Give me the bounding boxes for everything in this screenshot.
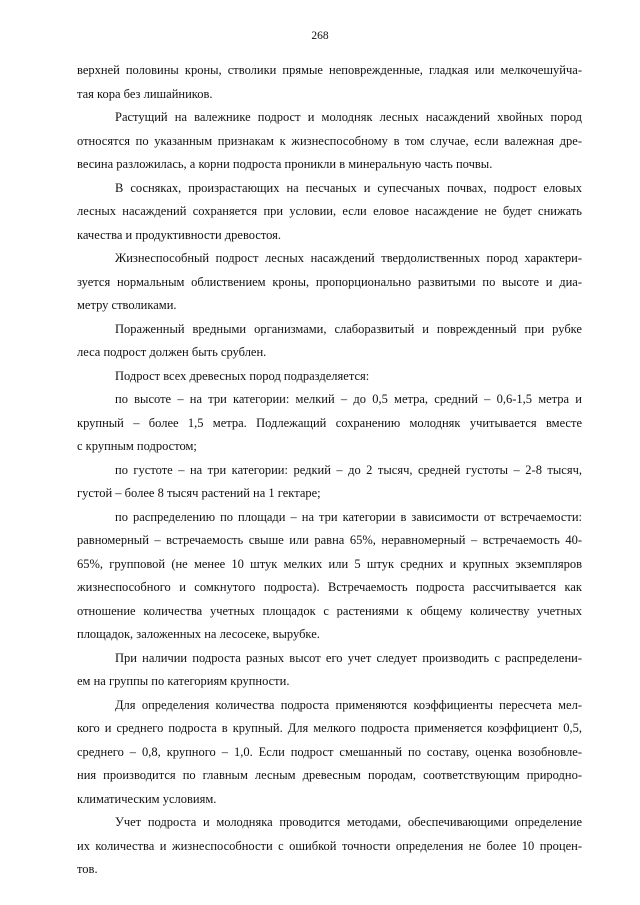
text-line: Для определения количества подроста применяются коэффициенты пересчета мел- — [115, 697, 582, 712]
text-line: 65%, групповой (не менее 10 штук мелких или 5 штук средних и крупных экземпляров — [77, 556, 582, 571]
text-line: их количества и жизнеспособности с ошибкой точности определения не более 10 процен- — [77, 838, 582, 853]
text-line: лесных насаждений сохраняется при условии, если еловое насаждение не будет снижать — [77, 204, 582, 218]
text-line: Подрост всех древесных пород подразделяется: — [115, 368, 370, 383]
text-line: леса подрост должен быть срублен. — [77, 345, 267, 359]
text-line: площадок, заложенных на лесосеке, вырубке. — [77, 627, 320, 641]
text-line: климатическим условиям. — [77, 791, 217, 806]
text-line: ния производится по главным лесным древесным породам, соответствующим природно- — [77, 768, 582, 782]
text-line: отношение количества учетных площадок с растениями к общему количеству учетных — [77, 603, 582, 618]
text-line: качества и продуктивности древостоя. — [77, 227, 282, 242]
text-line: ем на группы по категориям крупности. — [77, 674, 290, 688]
text-line: с крупным подростом; — [77, 439, 197, 453]
text-line: жизнеспособного и сомкнутого подроста). Встречаемость подроста рассчитывается как — [77, 580, 582, 594]
body-text — [77, 59, 582, 882]
text-line: по густоте – на три категории: редкий – до 2 тысяч, средней густоты – 2-8 тысяч, — [115, 462, 582, 477]
text-line: крупный – более 1,5 метра. Подлежащий сохранению молодняк учитывается вместе — [77, 415, 582, 430]
text-line: кого и среднего подроста в крупный. Для мелкого подроста применяется коэффициент 0,5, — [77, 721, 582, 735]
text-line: Учет подроста и молодняка проводится методами, обеспечивающими определение — [115, 815, 582, 829]
text-line: Пораженный вредными организмами, слаборазвитый и поврежденный при рубке — [115, 321, 582, 336]
text-line: относятся по указанным признакам к жизнеспособному в том случае, если валежная дре- — [77, 133, 582, 148]
text-line: густой – более 8 тысяч растений на 1 гектаре; — [77, 486, 321, 500]
text-line: зуется нормальным облиствением кроны, пропорционально развитыми по высоте и диа- — [77, 274, 582, 289]
text-line: тая кора без лишайников. — [77, 86, 213, 101]
text-line: равномерный – встречаемость свыше или равна 65%, неравномерный – встречаемость 40- — [77, 533, 582, 547]
page-number: 268 — [311, 30, 329, 42]
text-line: При наличии подроста разных высот его учет следует производить с распределени- — [115, 650, 582, 665]
text-line: весина разложилась, а корни подроста проникли в минеральную часть почвы. — [77, 157, 493, 171]
text-line: по распределению по площади – на три категории в зависимости от встречаемости: — [115, 509, 582, 524]
text-line: тов. — [77, 862, 98, 876]
text-line: Растущий на валежнике подрост и молодняк лесных насаждений хвойных пород — [115, 110, 582, 124]
text-line: В сосняках, произрастающих на песчаных и супесчаных почвах, подрост еловых — [115, 180, 582, 195]
text-line: верхней половины кроны, стволики прямые неповрежденные, гладкая или мелкочешуйча- — [77, 63, 582, 77]
text-line: по высоте – на три категории: мелкий – до 0,5 метра, средний – 0,6-1,5 метра и — [115, 392, 582, 406]
text-line: метру стволиками. — [77, 298, 177, 312]
text-line: среднего – 0,8, крупного – 1,0. Если подрост смешанный по составу, оценка возобновле- — [77, 744, 582, 759]
text-line: Жизнеспособный подрост лесных насаждений твердолиственных пород характери- — [115, 251, 582, 265]
